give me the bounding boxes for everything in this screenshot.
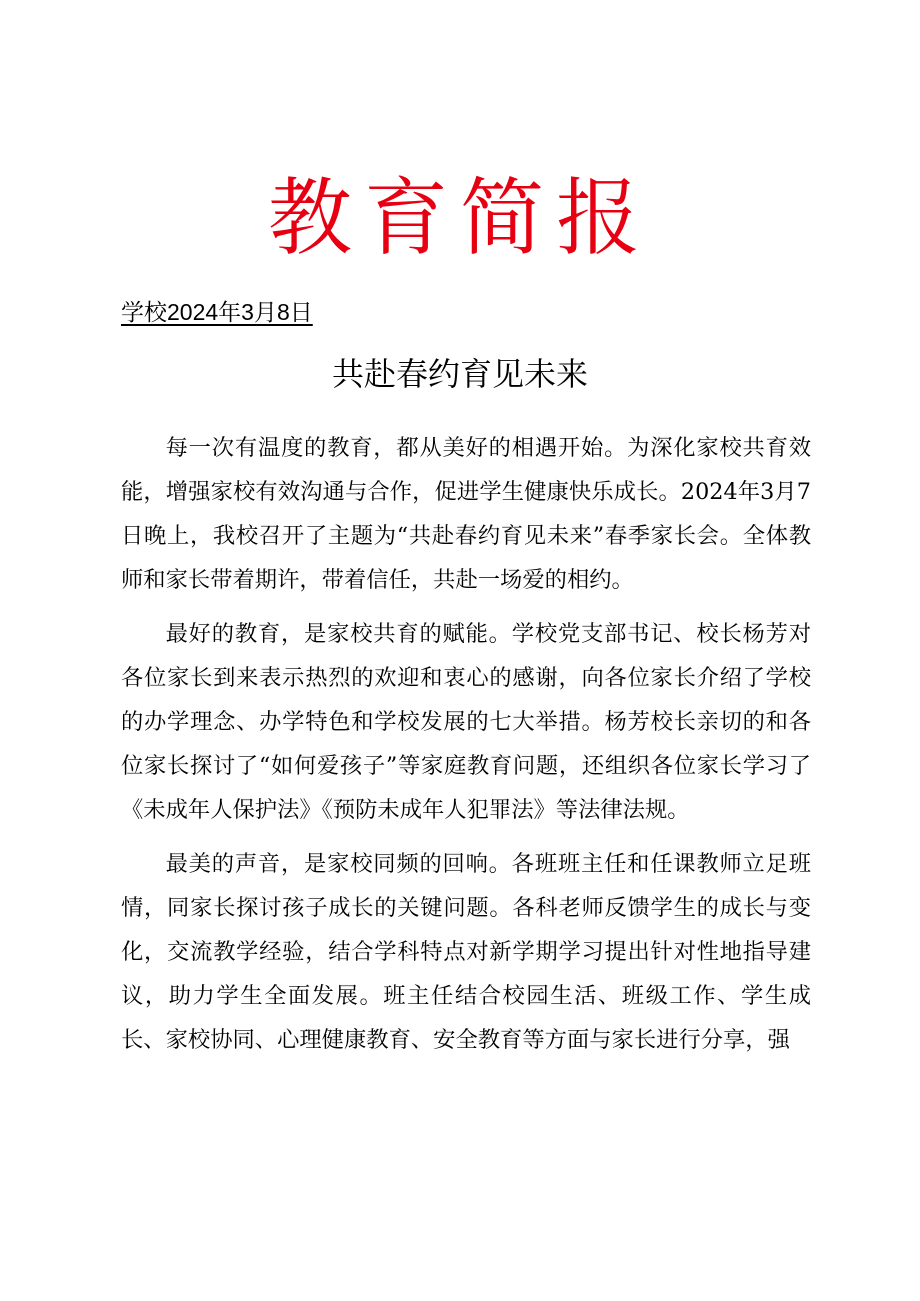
- article-paragraph-2: 最好的教育，是家校共育的赋能。学校党支部书记、校长杨芳对各位家长到来表示热烈的欢迎和衷心的感谢，向各位家长介绍了学校的办学理念、办学特色和学校发展的七大举措。杨芳校长亲切的和各位家长探讨了“如何爱孩子”等家庭教育问题，还组织各位家长学习了《未成年人保护法》《预防未成年人犯罪法》等法律法规。: [121, 621, 811, 823]
- article-body: [121, 426, 811, 1062]
- dateline: 学校2024年3月8日: [121, 299, 313, 325]
- article-paragraph-1: 每一次有温度的教育，都从美好的相遇开始。为深化家校共育效能，增强家校有效沟通与合作，促进学生健康快乐成长。2024年3月7日晚上，我校召开了主题为“共赴春约育见未来”春季家长会。全体教师和家长带着期许，带着信任，共赴一场爱的相约。: [121, 435, 811, 593]
- article-headline: 共赴春约育见未来: [331, 355, 588, 393]
- masthead-title: 教育简报: [267, 169, 652, 267]
- article-paragraph-3: 最美的声音，是家校同频的回响。各班班主任和任课教师立足班情，同家长探讨孩子成长的关键问题。各科老师反馈学生的成长与变化，交流教学经验，结合学科特点对新学期学习提出针对性地指导建议，助力学生全面发展。班主任结合校园生活、班级工作、学生成长、家校协同、心理健康教育、安全教育等方面与家长进行分享，强: [121, 851, 811, 1053]
